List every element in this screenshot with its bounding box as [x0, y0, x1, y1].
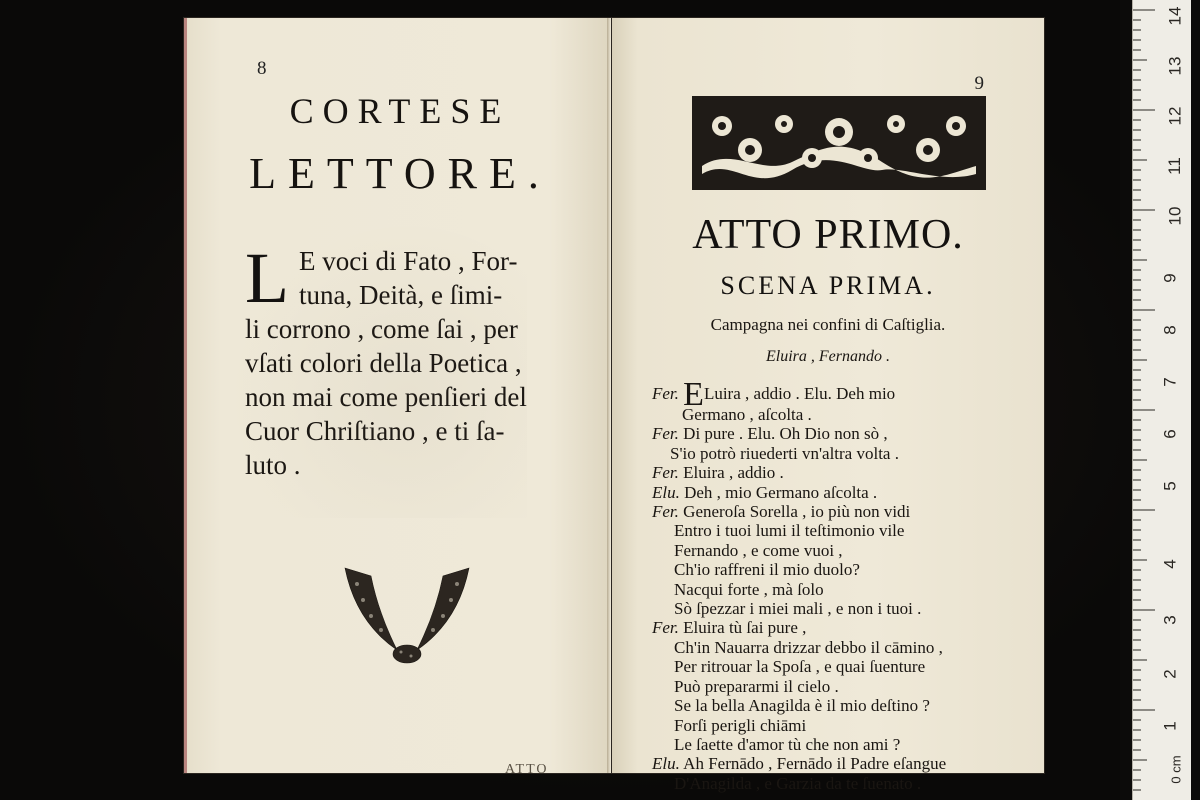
left-page [184, 18, 613, 773]
dialogue-line: Può prepararmi il cielo . [674, 676, 839, 696]
ruler-number: 6 [1160, 429, 1180, 439]
dialogue-line: Ch'io raffreni il mio duolo? [674, 560, 860, 580]
scene-title: SCENA PRIMA. [720, 271, 936, 300]
dialogue-line: Fer. Eluira , addio . [652, 463, 784, 483]
text-line: E voci di Fato , For- [299, 246, 518, 276]
ruler-number: 9 [1160, 273, 1180, 283]
dialogue-line: Elu. Ah Fernādo , Fernādo il Padre eſangue [652, 754, 947, 774]
dialogue-line: Fernando , e come vuoi , [674, 540, 843, 560]
characters-list: Eluira , Fernando . [766, 348, 890, 365]
ruler-number: 14 [1165, 6, 1185, 26]
floral-headpiece-icon [692, 96, 986, 190]
text-line: luto . [245, 450, 301, 480]
ruler-number: 8 [1160, 325, 1180, 335]
text-line: li corrono , come ſai , per [245, 314, 518, 344]
text-line: Cuor Chriſtiano , e ti ſa- [245, 416, 505, 446]
scene-setting: Campagna nei confini di Caſtiglia. [710, 315, 946, 334]
ruler-number: 7 [1160, 377, 1180, 387]
dialogue-line: Fer. Generoſa Sorella , io più non vidi [652, 502, 911, 522]
dialogue-line: D'Anagilda , e Garzia da te ſuenato . [674, 773, 922, 793]
title-line-2: LETTORE. [249, 149, 551, 198]
ruler-number: 10 [1165, 206, 1185, 226]
text-line: tuna, Deità, e ſimi- [299, 280, 503, 310]
dialogue-line: Sò ſpezzar i miei mali , e non i tuoi . [674, 599, 922, 619]
text-line: vſati colori della Poetica , [245, 348, 522, 378]
right-page [612, 18, 1044, 793]
ruler-unit-label: 0 cm [1168, 755, 1184, 784]
dialogue-line: Elu. Deh , mio Germano aſcolta . [652, 482, 878, 502]
ruler-number: 12 [1165, 106, 1185, 126]
dialogue-line: S'io potrò riuederti vn'altra volta . [670, 443, 899, 463]
laurel-ornament-icon [337, 558, 477, 668]
text-line: non mai come penſieri del [245, 382, 527, 412]
ruler-number: 5 [1160, 481, 1180, 491]
ruler-number: 3 [1160, 615, 1180, 625]
dialogue-line: Nacqui forte , mà ſolo [674, 579, 824, 599]
dialogue-line: Le ſaette d'amor tù che non ami ? [674, 734, 901, 754]
left-page-number: 8 [257, 58, 267, 79]
dialogue-line: Entro i tuoi lumi il teſtimonio vile [674, 521, 905, 541]
ruler-number: 2 [1160, 669, 1180, 679]
ruler-number: 13 [1165, 56, 1185, 76]
dialogue-block [652, 376, 1032, 793]
ruler-number: 4 [1160, 559, 1180, 569]
show-through-shadow [227, 218, 527, 518]
dialogue-line: Forſi perigli chiāmi [674, 715, 807, 735]
catchword: ATTO [505, 762, 549, 777]
drop-cap: L [245, 238, 289, 318]
dialogue-line: Ch'in Nauarra drizzar debbo il cāmino , [674, 637, 943, 657]
dialogue-line: Fer. Eluira tù ſai pure , [652, 618, 807, 638]
dialogue-line: Se la bella Anagilda è il mio deſtino ? [674, 696, 930, 716]
dialogue-line: Per ritrouar la Spoſa , e quai ſuenture [674, 657, 926, 677]
ruler-number: 1 [1160, 721, 1180, 731]
title-line-1: CORTESE [289, 91, 511, 131]
act-title: ATTO PRIMO. [692, 212, 964, 258]
ruler-number: 11 [1164, 157, 1184, 175]
dialogue-line: Fer. Di pure . Elu. Oh Dio non sò , [652, 424, 888, 444]
right-page-number: 9 [974, 73, 984, 94]
dialogue-line: Germano , aſcolta . [682, 405, 812, 424]
dialogue-line: Fer. ELuira , addio . Elu. Deh mio [652, 376, 896, 413]
